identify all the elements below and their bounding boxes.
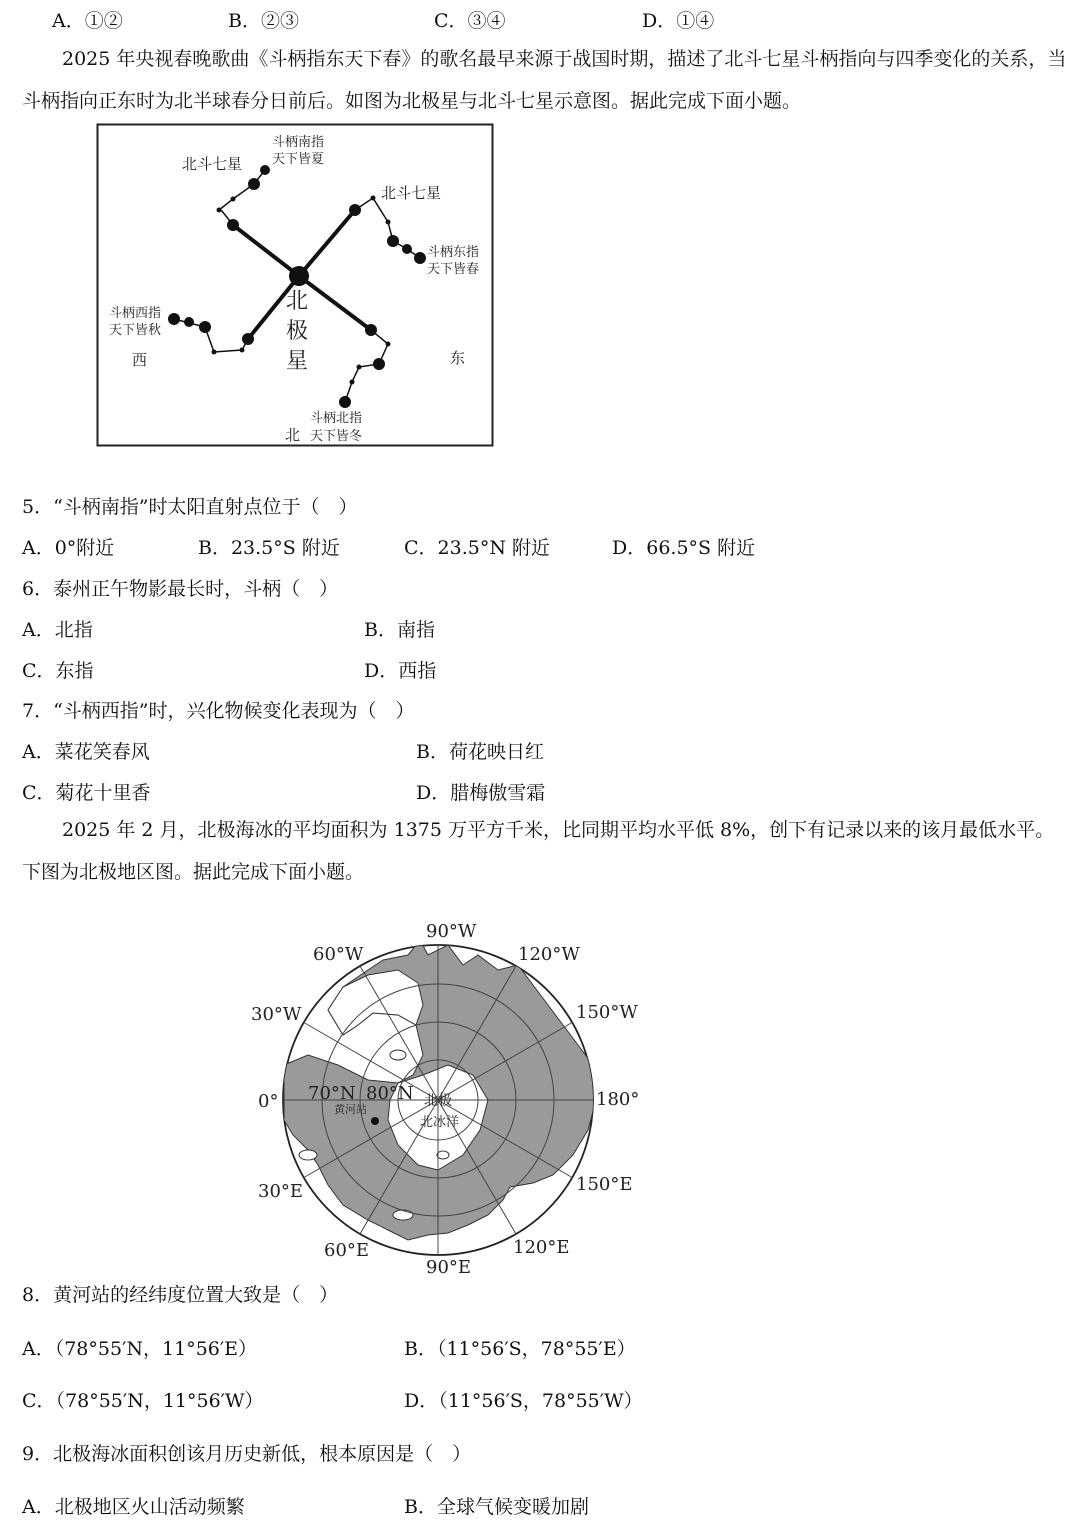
q9-option-a[interactable]: A．北极地区火山活动频繁 — [22, 1496, 245, 1518]
q7-option-b[interactable]: B．荷花映日红 — [416, 741, 544, 763]
label-dir-north: 北 — [285, 426, 301, 444]
q6-option-a[interactable]: A．北指 — [22, 619, 93, 641]
label-90e: 90°E — [426, 1257, 472, 1278]
label-south-1: 斗柄南指 — [272, 135, 325, 150]
label-west-1: 斗柄西指 — [109, 306, 162, 321]
label-30w: 30°W — [251, 1004, 302, 1025]
label-90w: 90°W — [426, 921, 477, 942]
q6-option-c[interactable]: C．东指 — [22, 660, 94, 682]
label-polaris-2: 极 — [286, 319, 309, 344]
prev-option-b[interactable]: B．②③ — [228, 10, 299, 32]
label-north-pole: 北极 — [424, 1093, 452, 1109]
q8-option-b[interactable]: B．（11°56′S，78°55′E） — [404, 1338, 636, 1360]
label-120w: 120°W — [518, 944, 580, 965]
q7-option-d[interactable]: D．腊梅傲雪霜 — [416, 782, 546, 804]
q6-option-b[interactable]: B．南指 — [364, 619, 435, 641]
question-9-stem: 9．北极海冰面积创该月历史新低，根本原因是（ ） — [22, 1443, 472, 1465]
label-huanghe-station: 黄河站 — [334, 1103, 367, 1116]
label-30e: 30°E — [258, 1181, 304, 1202]
prev-option-a[interactable]: A．①② — [52, 10, 123, 32]
label-80n: 80°N — [366, 1083, 414, 1104]
question-6-stem: 6．泰州正午物影最长时，斗柄（ ） — [22, 578, 339, 600]
label-polaris-3: 星 — [286, 349, 309, 374]
question-8-stem: 8．黄河站的经纬度位置大致是（ ） — [22, 1284, 339, 1306]
q7-option-c[interactable]: C．菊花十里香 — [22, 782, 151, 804]
label-0: 0° — [258, 1091, 279, 1112]
label-180: 180° — [596, 1089, 640, 1110]
q8-option-c[interactable]: C．（78°55′N，11°56′W） — [22, 1390, 264, 1412]
prev-option-d[interactable]: D．①④ — [642, 10, 715, 32]
label-arctic-ocean: 北冰洋 — [420, 1115, 460, 1130]
label-60e: 60°E — [324, 1240, 370, 1261]
q6-option-d[interactable]: D．西指 — [364, 660, 437, 682]
huanghe-station-dot — [371, 1117, 379, 1125]
label-120e: 120°E — [513, 1237, 570, 1258]
label-70n: 70°N — [308, 1083, 356, 1104]
label-big-dipper-top: 北斗七星 — [182, 155, 243, 173]
q5-option-b[interactable]: B．23.5°S 附近 — [198, 537, 340, 559]
label-60w: 60°W — [313, 944, 364, 965]
prev-option-c[interactable]: C．③④ — [434, 10, 506, 32]
q5-option-a[interactable]: A．0°附近 — [22, 537, 115, 559]
label-south-2: 天下皆夏 — [272, 152, 325, 167]
label-150e: 150°E — [576, 1174, 633, 1195]
label-north-1: 斗柄北指 — [310, 411, 363, 426]
label-big-dipper-right: 北斗七星 — [381, 184, 442, 202]
q8-option-d[interactable]: D．（11°56′S，78°55′W） — [404, 1390, 643, 1412]
q5-option-d[interactable]: D．66.5°S 附近 — [612, 537, 756, 559]
label-dir-west: 西 — [132, 351, 148, 369]
question-5-stem: 5．“斗柄南指”时太阳直射点位于（ ） — [22, 496, 358, 518]
big-dipper-figure — [96, 123, 496, 449]
intro-paragraph-2: 2025 年 2 月，北极海冰的平均面积为 1375 万平方千米，比同期平均水平低 8%，创下有记录以来的该月最低水平。下图为北极地区图。据此完成下面小题。 — [22, 819, 1055, 883]
label-polaris-1: 北 — [286, 289, 309, 314]
label-east-2: 天下皆春 — [427, 262, 480, 277]
q7-option-a[interactable]: A．菜花笑春风 — [22, 741, 150, 763]
intro-paragraph-1: 2025 年央视春晚歌曲《斗柄指东天下春》的歌名最早来源于战国时期，描述了北斗七星斗柄指向与四季变化的关系，当斗柄指向正东时为北半球春分日前后。如图为北极星与北斗七星示意图。据此完成下面小题。 — [22, 48, 1067, 112]
label-dir-east: 东 — [450, 349, 466, 367]
q9-option-b[interactable]: B．全球气候变暖加剧 — [404, 1496, 589, 1518]
q8-option-a[interactable]: A．（78°55′N，11°56′E） — [22, 1338, 258, 1360]
q5-option-c[interactable]: C．23.5°N 附近 — [404, 537, 551, 559]
polaris-star — [289, 266, 309, 286]
question-7-stem: 7．“斗柄西指”时，兴化物候变化表现为（ ） — [22, 700, 415, 722]
label-150w: 150°W — [576, 1002, 638, 1023]
arctic-map-figure — [248, 915, 648, 1280]
label-north-2: 天下皆冬 — [310, 429, 363, 444]
label-west-2: 天下皆秋 — [109, 323, 162, 338]
label-east-1: 斗柄东指 — [427, 245, 480, 260]
